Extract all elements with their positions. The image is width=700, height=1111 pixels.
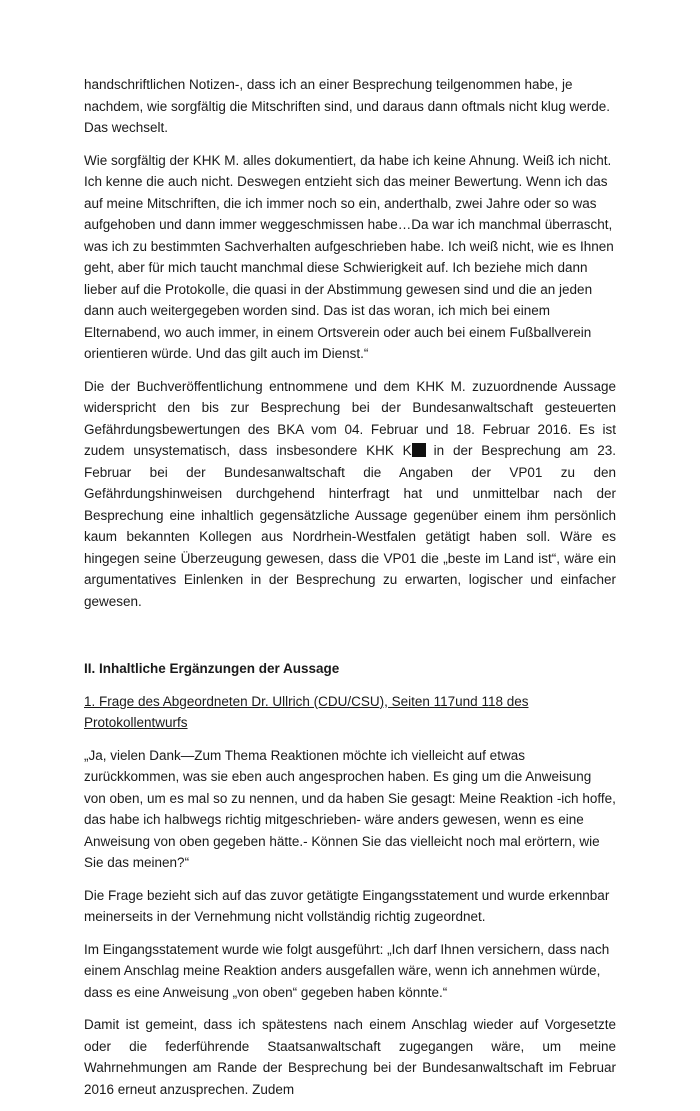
paragraph-6: Im Eingangsstatement wurde wie folgt ausgeführt: „Ich darf Ihnen versichern, dass nach einem Anschlag meine Reaktion anders ausgefallen wäre, wenn ich annehmen würde, dass es eine Anweisung „von oben“ gegeben haben könnte.“ (84, 941, 610, 1000)
paragraph-2: Wie sorgfältig der KHK M. alles dokumentiert, da habe ich keine Ahnung. Weiß ich nicht. Ich kenne die auch nicht. Deswegen entzieht sich das meiner Bewertung. Wenn ich das auf meine Mitschriften, die ich immer noch so ein, anderthalb, zwei Jahre oder so was aufgehoben und dann immer weggeschmissen habe…Da war ich manchmal überrascht, was ich zu bestimmten Sachverhalten aufgeschrieben habe. Ich weiß nicht, wie es Ihnen geht, aber für mich taucht manchmal diese Schwierigkeit auf. Ich beziehe mich dann lieber auf die Protokolle, die quasi in der Abstimmung gewesen sind und die an jeden dann auch weitergegeben worden sind. Das ist das woran, ich mich bei einem Elternabend, wo auch immer, in einem Ortsverein oder auch bei einem Fußballverein orientieren würde. Und das gilt auch im Dienst.“ (84, 152, 614, 361)
subsection-heading: 1. Frage des Abgeordneten Dr. Ullrich (CDU/CSU), Seiten 117und 118 des Protokollentwurfs (84, 693, 529, 730)
redaction-box (412, 443, 426, 457)
document-page (84, 74, 616, 1111)
paragraph-3-part-1: Die der Buchveröffentlichung entnommene und dem KHK M. zuzuordnende Aussage widerspricht den bis zur Besprechung bei der Bundesanwaltschaft gesteuerten Gefährdungsbewertungen des BKA vom 04. Februar und 18. Februar 2016. Es ist zudem unsystematisch, dass insbesondere KHK K (84, 378, 616, 458)
paragraph-3-part-2: in der Besprechung am 23. Februar bei der Bundesanwaltschaft die Angaben der VP01 zu den Gefährdungshinweisen durchgehend hinterfragt hat und unmittelbar nach der Besprechung eine inhaltlich gegensätzliche Aussage gegenüber einem ihm persönlich kaum bekannten Kollegen aus Nordrhein-Westfalen getätigt haben soll. Wäre es hingegen seine Überzeugung gewesen, dass die VP01 die „beste im Land ist“, wäre ein argumentatives Einlenken in der Besprechung zu erwarten, logischer und einfacher gewesen. (84, 443, 616, 609)
paragraph-5: Die Frage bezieht sich auf das zuvor getätigte Eingangsstatement und wurde erkennbar meinerseits in der Vernehmung nicht vollständig richtig zugeordnet. (84, 887, 610, 924)
paragraph-7: Damit ist gemeint, dass ich spätestens nach einem Anschlag wieder auf Vorgesetzte oder die federführende Staatsanwaltschaft zugegangen wäre, um meine Wahrnehmungen am Rande der Besprechung bei der Bundesanwaltschaft im Februar 2016 erneut anzusprechen. Zudem (84, 1017, 616, 1097)
paragraph-1: handschriftlichen Notizen-, dass ich an einer Besprechung teilgenommen habe, je nachdem, wie sorgfältig die Mitschriften sind, und daraus dann oftmals nicht klug werde. Das wechselt. (84, 77, 611, 135)
section-heading: II. Inhaltliche Ergänzungen der Aussage (84, 661, 340, 676)
paragraph-4: „Ja, vielen Dank—Zum Thema Reaktionen möchte ich vielleicht auf etwas zurückkommen, was sie eben auch angesprochen haben. Es ging um die Anweisung von oben, um es mal so zu nennen, und da haben Sie gesagt: Meine Reaktion -ich hoffe, das habe ich halbwegs richtig mitgeschrieben- wäre anders gewesen, wenn es eine Anweisung von oben gegeben hätte.- Können Sie das vielleicht noch mal erörtern, wie Sie das meinen?“ (84, 747, 616, 870)
paragraph-3 (84, 376, 616, 613)
